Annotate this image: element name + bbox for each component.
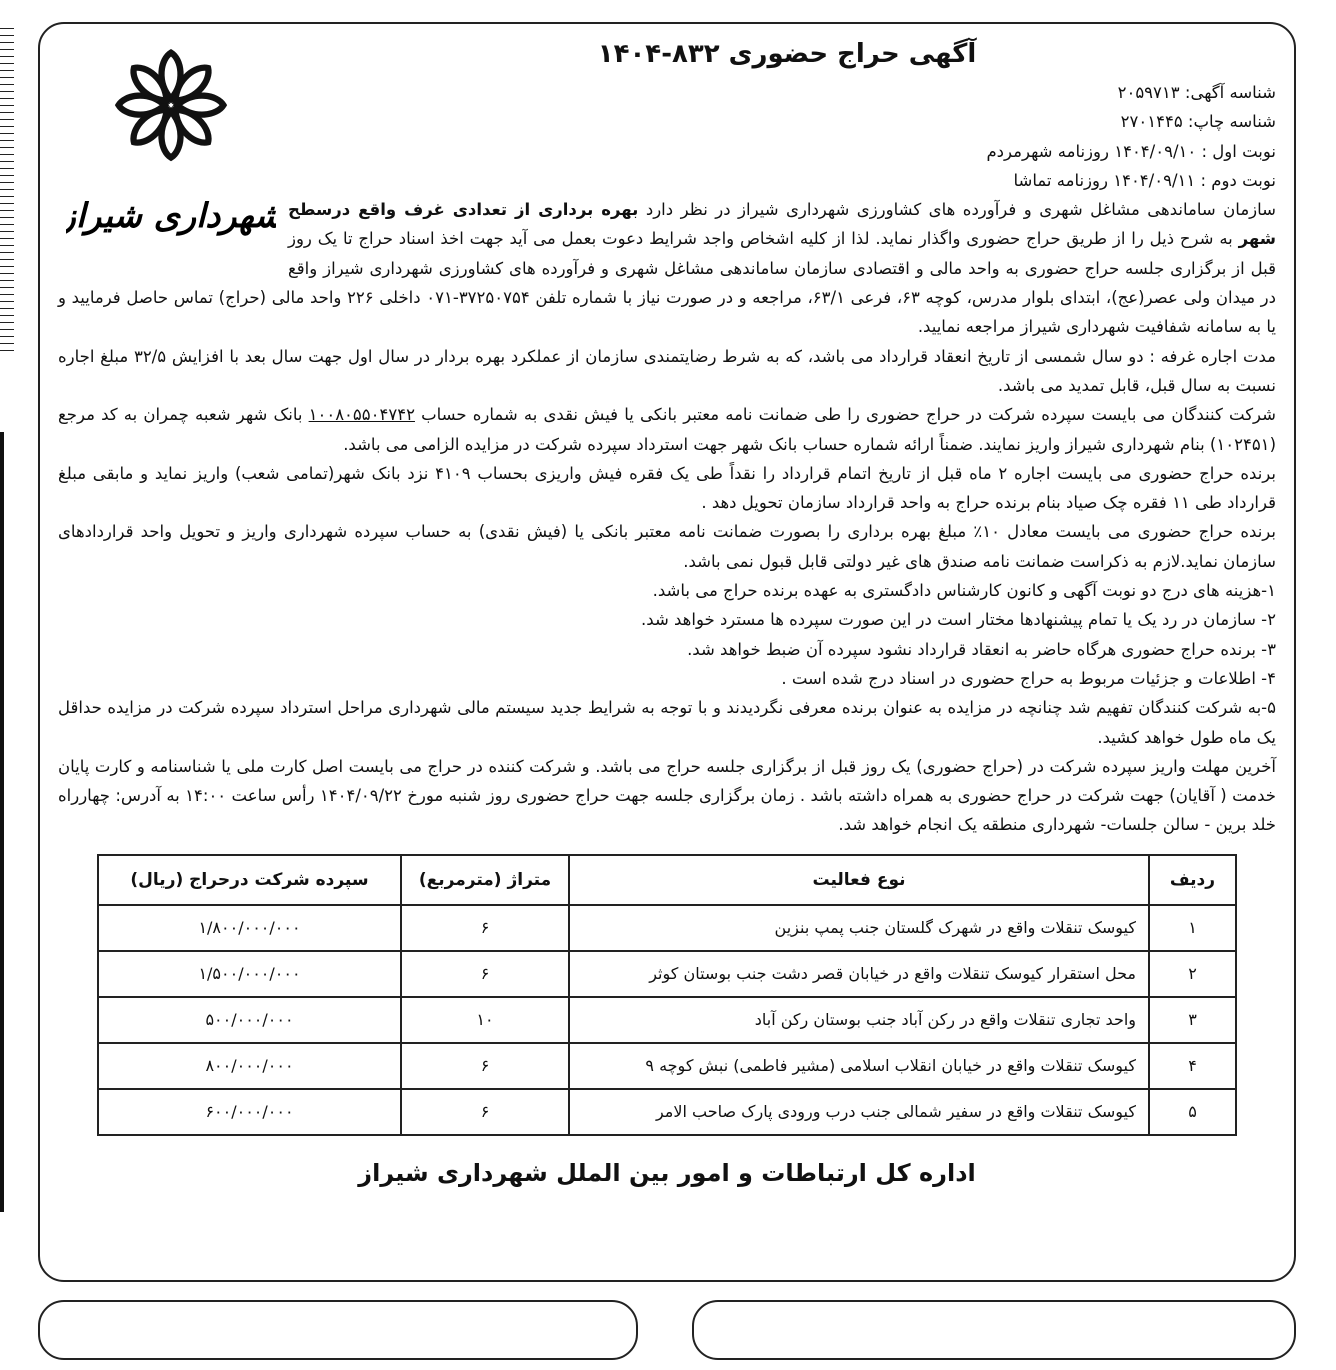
header-area: متراژ (مترمربع) <box>401 855 569 905</box>
cell-deposit: ۱/۵۰۰/۰۰۰/۰۰۰ <box>98 951 401 997</box>
deadline-paragraph: آخرین مهلت واریز سپرده شرکت در (حراج حضوری) یک روز قبل از برگزاری جلسه حراج می باشد. و شرکت کننده در حراج می بایست اصل کارت ملی یا شناسنامه و کارت پایان خدمت ( آقایان) جهت شرکت در حراج حضوری به همراه داشته باشد . زمان برگزاری جلسه جهت حراج حضوری روز شنبه مورخ ۱۴۰۴/۰۹/۲۲ رأس ساعت ۱۴:۰۰ به آدرس: چهارراه خلد برین - سالن جلسات- شهرداری منطقه یک انجام خواهد شد. <box>58 756 1277 835</box>
note-1: ۱-هزینه های درج دو نوبت آگهی و کانون کارشناس دادگستری به عهده برنده حراج می باشد. <box>652 581 1276 601</box>
intro-bold: بهره برداری از تعدادی غرف واقع درسطح شهر <box>288 200 1276 249</box>
svg-text:شهرداری شیراز: شهرداری شیراز <box>66 194 276 235</box>
ad-id: شناسه آگهی: ۲۰۵۹۷۱۳ <box>1117 83 1276 102</box>
account-number: ۱۰۰۸۰۵۵۰۴۷۴۲ <box>308 405 415 425</box>
cell-deposit: ۸۰۰/۰۰۰/۰۰۰ <box>98 1043 401 1089</box>
lease-paragraph: مدت اجاره غرفه : دو سال شمسی از تاریخ انعقاد قرارداد می باشد، که به شرط رضایتمندی سازمان از عملکرد بهره بردار در سال اول جهت سال بعد با افزایش ۳۲/۵ مبلغ اجاره نسبت به سال قبل، قابل تمدید می باشد. <box>58 346 1276 395</box>
cell-activity: محل استقرار کیوسک تنقلات واقع در خیابان قصر دشت جنب بوستان کوثر <box>569 951 1149 997</box>
second-publication: نوبت دوم : ۱۴۰۴/۰۹/۱۱ روزنامه تماشا <box>1013 170 1276 190</box>
intro-text: سازمان ساماندهی مشاغل شهری و فرآورده های کشاورزی شهرداری شیراز در نظر دارد <box>638 200 1276 220</box>
ad-frame <box>38 22 1296 1282</box>
deposit-text-2: بانک شهر شعبه چمران به کد مرجع (۱۰۲۴۵۱) بنام شهرداری شیراز واریز نمایند. ضمناً ارائه شماره حساب بانک شهر جهت استرداد سپرده شرکت در مزایده الزامی می باشد. <box>58 405 1276 454</box>
cell-row-number: ۳ <box>1149 997 1236 1043</box>
cell-activity: کیوسک تنقلات واقع در سفیر شمالی جنب درب ورودی پارک صاحب الامر <box>569 1089 1149 1135</box>
ad-body <box>58 78 1276 840</box>
header-row-number: ردیف <box>1149 855 1236 905</box>
cell-activity: کیوسک تنقلات واقع در شهرک گلستان جنب پمپ بنزین <box>569 905 1149 951</box>
table-row <box>98 997 1236 1043</box>
shiraz-municipality-logo <box>66 38 276 253</box>
winner-guarantee-paragraph: برنده حراج حضوری می بایست معادل ۱۰٪ مبلغ بهره برداری را بصورت ضمانت نامه معتبر بانکی یا (فیش نقدی) به حساب سپرده شهرداری واریز و تحویل واحد قراردادهای سازمان نماید.لازم به ذکراست ضمانت نامه صندق های غیر دولتی قابل قبول نمی باشد. <box>58 522 1276 571</box>
note-2: ۲- سازمان در رد یک یا تمام پیشنهادها مختار است در این صورت سپرده ها مسترد خواهد شد. <box>641 610 1276 630</box>
print-id: شناسه چاپ: ۲۷۰۱۴۴۵ <box>1120 112 1276 132</box>
note-5: ۵-به شرکت کنندگان تفهیم شد چنانچه در مزایده به عنوان برنده معرفی نگردیدند و با توجه به شرایط جدید سیستم مالی شهرداری مراحل استرداد سپرده شرکت در مزایده حداقل یک ماه طول خواهد کشید. <box>58 698 1276 747</box>
cell-deposit: ۵۰۰/۰۰۰/۰۰۰ <box>98 997 401 1043</box>
cell-row-number: ۴ <box>1149 1043 1236 1089</box>
next-ad-frame-right <box>692 1300 1296 1360</box>
cell-area: ۶ <box>401 1043 569 1089</box>
ad-title: آگهی حراج حضوری ۸۳۲-۱۴۰۴ <box>597 39 977 69</box>
cell-row-number: ۲ <box>1149 951 1236 997</box>
next-ads <box>0 1300 1336 1370</box>
next-ad-frame-left <box>38 1300 638 1360</box>
cell-activity: کیوسک تنقلات واقع در خیابان انقلاب اسلامی (مشیر فاطمی) نبش کوچه ۹ <box>569 1043 1149 1089</box>
intro-text-2: به شرح ذیل را از طریق حراج حضوری واگذار نماید. لذا از کلیه اشخاص واجد شرایط دعوت بعمل می آید جهت اخذ اسناد حراج تا یک روز قبل از برگزاری جلسه حراج حضوری به واحد مالی و اقتصادی سازمان ساماندهی مشاغل شهری و فرآورده های کشاورزی شهرداری شیراز واقع در میدان ولی عصر(عج)، ابتدای بلوار مدرس، کوچه ۶۳، فرعی ۶۳/۱، مراجعه و در صورت نیاز با شماره تلفن ۳۷۲۵۰۷۵۴-۰۷۱ داخلی ۲۲۶ واحد مالی (حراج) تماس حاصل فرمایید و یا به سامانه شفافیت شهرداری شیراز مراجعه نمایید. <box>58 229 1276 337</box>
cell-deposit: ۶۰۰/۰۰۰/۰۰۰ <box>98 1089 401 1135</box>
page-edge-rule <box>0 432 4 1212</box>
cell-area: ۱۰ <box>401 997 569 1043</box>
winner-payment-paragraph: برنده حراج حضوری می بایست اجاره ۲ ماه قبل از تاریخ اتمام قرارداد را نقداً طی یک فقره فیش واریزی بحساب ۴۱۰۹ نزد بانک شهر(تمامی شعب) واریز نماید و مابقی مبلغ قرارداد طی ۱۱ فقره چک صیاد بنام برنده حراج به واحد قرارداد سازمان تحویل دهد . <box>58 463 1276 513</box>
table-row <box>98 951 1236 997</box>
table-row <box>98 905 1236 951</box>
table-header-row <box>98 855 1236 905</box>
note-3: ۳- برنده حراج حضوری هرگاه حاضر به انعقاد قرارداد نشود سپرده آن ضبط خواهد شد. <box>687 639 1276 659</box>
deposit-text: شرکت کنندگان می بایست سپرده شرکت در حراج حضوری را طی ضمانت نامه معتبر بانکی یا فیش نقدی به شماره حساب <box>414 405 1276 425</box>
page-edge <box>0 22 14 352</box>
cell-area: ۶ <box>401 1089 569 1135</box>
cell-area: ۶ <box>401 905 569 951</box>
cell-activity: واحد تجاری تنقلات واقع در رکن آباد جنب بوستان رکن آباد <box>569 997 1149 1043</box>
footer-signature: اداره کل ارتباطات و امور بین الملل شهرداری شیراز <box>358 1158 976 1187</box>
cell-deposit: ۱/۸۰۰/۰۰۰/۰۰۰ <box>98 905 401 951</box>
cell-area: ۶ <box>401 951 569 997</box>
note-4: ۴- اطلاعات و جزئیات مربوط به حراج حضوری در اسناد درج شده است . <box>781 668 1276 688</box>
table-row <box>98 1043 1236 1089</box>
header-activity: نوع فعالیت <box>569 855 1149 905</box>
first-publication: نوبت اول : ۱۴۰۴/۰۹/۱۰ روزنامه شهرمردم <box>986 141 1276 161</box>
header-deposit: سپرده شرکت درحراج (ریال) <box>98 855 401 905</box>
cell-row-number: ۱ <box>1149 905 1236 951</box>
cell-row-number: ۵ <box>1149 1089 1236 1135</box>
table-row <box>98 1089 1236 1135</box>
deposit-paragraph <box>58 400 1276 459</box>
auction-items-table <box>97 854 1237 1136</box>
